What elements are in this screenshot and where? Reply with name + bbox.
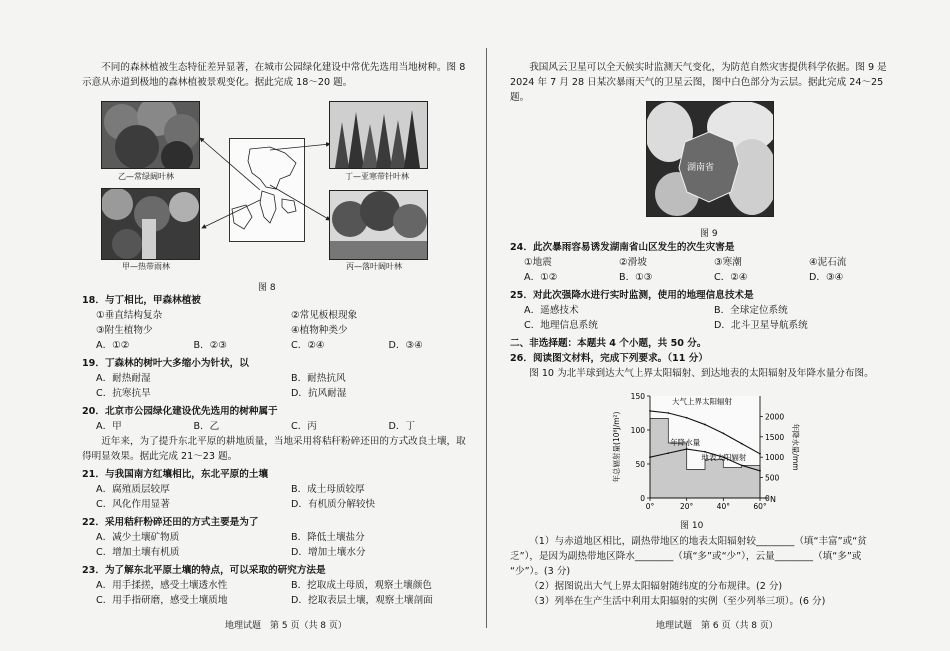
q20-stem: 20．北京市公园绿化建设优先选用的树种属于 <box>82 406 278 417</box>
q23-b: B．挖取成土母质，观察土壤颜色 <box>291 580 432 591</box>
q24-stem: 24．此次暴雨容易诱发湖南省山区发生的次生灾害是 <box>510 242 735 253</box>
q25-stem: 25．对此次强降水进行实时监测，使用的地理信息技术是 <box>510 290 754 301</box>
q22-d: D．增加土壤水分 <box>291 547 366 558</box>
q20-c: C．丙 <box>291 421 317 432</box>
q26-stem: 26．阅读图文材料，完成下列要求。（11 分） <box>510 353 708 364</box>
q24-c: C．②④ <box>714 272 748 283</box>
q26-p1-line1: （1）与赤道地区相比，副热带地区的地表太阳辐射较________（填“丰富”或“贫 <box>529 536 867 547</box>
xtick-label: 20° <box>680 502 694 511</box>
intro-18-20-line1: 不同的森林植被生态特征差异显著，在城市公园绿化建设中常优先选用当地树种。图 8 <box>101 62 466 73</box>
q24-a: A．①② <box>524 272 558 283</box>
caption-yi: 乙—常绿阔叶林 <box>118 172 174 181</box>
q23-stem: 23．为了解东北平原土壤的特点，可以采取的研究方法是 <box>82 565 326 576</box>
q22-stem: 22．采用秸秆粉碎还田的方式主要是为了 <box>82 517 259 528</box>
q21-stem: 21．与我国南方红壤相比，东北平原的土壤 <box>82 469 269 480</box>
page-divider <box>486 48 487 628</box>
page-6 <box>510 60 890 105</box>
ytick-label: 0 <box>640 494 645 503</box>
y2tick-label: 1500 <box>765 432 785 442</box>
q25-c: C．地理信息系统 <box>524 320 598 331</box>
questions-24-26 <box>510 240 890 381</box>
q23-d: D．挖取表层土壤，观察土壤剖面 <box>291 595 433 606</box>
series-point-1-2 <box>686 448 688 450</box>
photo-deciduous-broadleaf <box>329 190 428 260</box>
page-5 <box>82 60 472 90</box>
footer-page6: 地理试题 第 6 页（共 8 页） <box>656 621 778 631</box>
intro-21-23-line1: 近年来，为了提升东北平原的耕地质量，当地采用将秸秆粉碎还田的方式改良土壤，取 <box>101 436 466 447</box>
chart-xlabel: N <box>770 495 776 504</box>
footer-page5: 地理试题 第 5 页（共 8 页） <box>225 621 347 631</box>
q19-a: A．耐热耐湿 <box>96 373 151 384</box>
series-point-1-5 <box>741 464 743 466</box>
series-point-0-4 <box>722 433 724 435</box>
xtick-label: 0° <box>645 502 655 511</box>
chart-ylabel: 年总辐射量(10⁸J/m²) <box>612 411 621 483</box>
q26-p1-line3: “少”）。(3 分) <box>510 566 571 577</box>
caption-bing: 丙—落叶阔叶林 <box>346 262 402 271</box>
q20-d: D．丁 <box>388 421 416 432</box>
q18-a: A．①② <box>96 340 130 351</box>
figure9-label: 图 9 <box>700 229 718 239</box>
q21-d: D．有机质分解较快 <box>291 499 376 510</box>
questions-18-23 <box>82 293 472 608</box>
q22-a: A．减少土壤矿物质 <box>96 532 180 543</box>
chart-label-surface: 地表太阳辐射 <box>701 452 747 462</box>
q24-s2: ②滑坡 <box>619 257 647 268</box>
q23-c: C．用手指研磨，感受土壤质地 <box>96 595 228 606</box>
figure10-label: 图 10 <box>680 521 704 531</box>
chart-label-rain: 年降水量 <box>670 437 701 447</box>
q18-s1: ①垂直结构复杂 <box>96 310 163 321</box>
q26-p2: （2）据图说出大气上界太阳辐射随纬度的分布规律。(2 分) <box>529 581 783 592</box>
photo-tropical-rainforest <box>101 188 200 260</box>
y2tick-label: 2000 <box>765 412 785 422</box>
q24-s4: ④泥石流 <box>809 257 847 268</box>
q24-s3: ③寒潮 <box>714 257 742 268</box>
q25-a: A．遥感技术 <box>524 305 579 316</box>
q24-s1: ①地震 <box>524 257 552 268</box>
figure8-label: 图 8 <box>258 283 276 293</box>
y2tick-label: 1000 <box>765 453 785 463</box>
ytick-label: 50 <box>635 460 645 469</box>
q19-c: C．抗寒抗旱 <box>96 388 151 399</box>
section-2-title: 二、非选择题：本题共 4 个小题，共 50 分。 <box>510 338 707 349</box>
intro-18-20-line2: 示意从赤道到极地的森林植被景观变化。据此完成 18～20 题。 <box>82 77 353 88</box>
q21-a: A．腐殖质层较厚 <box>96 484 170 495</box>
ytick-label: 100 <box>630 426 645 435</box>
q25-b: B．全球定位系统 <box>714 305 788 316</box>
satellite-cloud-image <box>646 101 774 217</box>
xtick-label: 60° <box>753 502 767 511</box>
series-point-0-5 <box>741 443 743 445</box>
q26-subquestions <box>510 534 890 609</box>
chart-y2label: 年降水量/mm <box>791 423 800 471</box>
q18-s2: ②常见板根现象 <box>291 310 358 321</box>
q21-c: C．风化作用显著 <box>96 499 170 510</box>
series-point-0-2 <box>686 417 688 419</box>
caption-jia: 甲—热带雨林 <box>122 262 170 271</box>
q18-stem: 18．与丁相比，甲森林植被 <box>82 295 201 306</box>
caption-ding: 丁—亚寒带针叶林 <box>345 172 409 181</box>
chart-label-toa: 大气上界太阳辐射 <box>672 397 732 407</box>
intro-24-25-line1: 我国风云卫星可以全天候实时监测天气变化，为防范自然灾害提供科学依据。图 9 是 <box>529 62 887 73</box>
intro-24-25-line2: 2024 年 7 月 28 日某次暴雨天气的卫星云图，图中白色部分为云层。据此完成 24～25 题。 <box>510 77 884 103</box>
q20-b: B．乙 <box>193 421 220 432</box>
hunan-label: 湖南省 <box>687 163 715 173</box>
q18-d: D．③④ <box>388 340 423 351</box>
q24-b: B．①③ <box>619 272 653 283</box>
q18-b: B．②③ <box>193 340 227 351</box>
photo-taiga <box>329 101 428 169</box>
intro-21-23-line2: 得明显效果。据此完成 21～23 题。 <box>82 451 238 462</box>
q22-c: C．增加土壤有机质 <box>96 547 180 558</box>
q26-p3: （3）列举在生产生活中利用太阳辐射的实例（至少列举三项）。(6 分) <box>529 596 826 607</box>
series-point-0-3 <box>704 424 706 426</box>
ytick-label: 150 <box>630 392 645 401</box>
photo-evergreen-broadleaf <box>101 101 200 169</box>
q25-d: D．北斗卫星导航系统 <box>714 320 808 331</box>
q19-stem: 19．丁森林的树叶大多缩小为针状，以 <box>82 358 249 369</box>
q19-b: B．耐热抗风 <box>291 373 346 384</box>
y2tick-label: 0 <box>765 494 770 503</box>
q19-d: D．抗风耐湿 <box>291 388 347 399</box>
q22-b: B．降低土壤盐分 <box>291 532 365 543</box>
figure8-arrows <box>190 130 340 260</box>
q23-a: A．用手揉搓，感受土壤透水性 <box>96 580 228 591</box>
q26-intro: 图 10 为北半球到达大气上界太阳辐射、到达地表的太阳辐射及年降水量分布图。 <box>529 368 874 379</box>
series-point-0-1 <box>667 412 669 414</box>
q26-p1-line2: 乏”），是因为副热带地区降水________（填“多”或“少”），云量________（填“多”或 <box>510 551 862 562</box>
figure10-chart <box>610 386 800 520</box>
xtick-label: 40° <box>716 502 730 511</box>
series-point-1-1 <box>667 452 669 454</box>
q18-c: C．②④ <box>291 340 325 351</box>
q24-d: D．③④ <box>809 272 844 283</box>
q18-s4: ④植物种类少 <box>291 325 348 336</box>
q18-s3: ③附生植物少 <box>96 325 153 336</box>
q20-a: A．甲 <box>96 421 122 432</box>
y2tick-label: 500 <box>765 473 780 483</box>
q21-b: B．成土母质较厚 <box>291 484 365 495</box>
